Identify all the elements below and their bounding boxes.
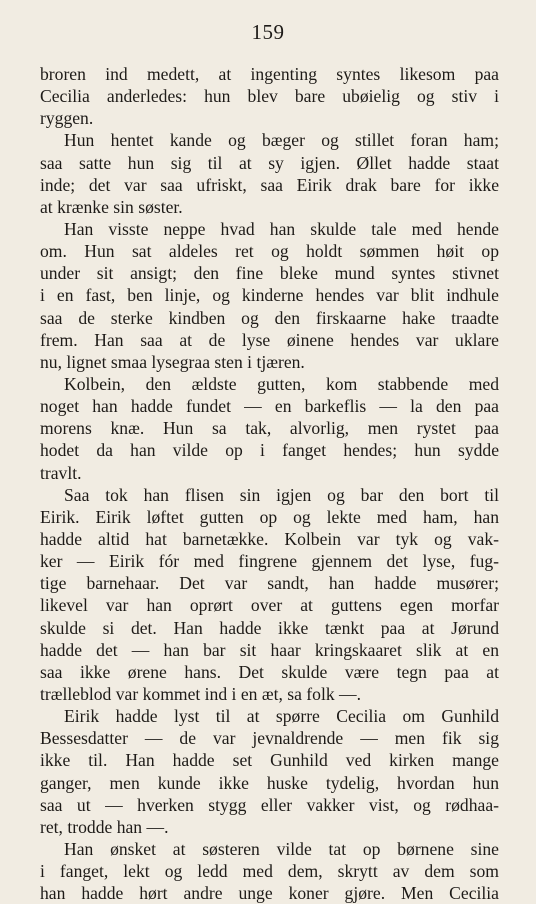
text-line: skulde si det. Han hadde ikke tænkt paa at Jørund: [40, 617, 499, 638]
text-line: saa de sterke kindben og den firskaarne hake traadte: [40, 307, 499, 328]
text-line: saa ikke ørene hans. Det skulde være tegn paa at: [40, 661, 499, 682]
text-line: han hadde hørt andre unge koner gjøre. Men Cecilia: [40, 883, 499, 904]
text-line: at krænke sin søster.: [40, 196, 183, 217]
text-line: inde; det var saa ufriskt, saa Eirik drak bare for ikke: [40, 174, 499, 195]
paragraph: [40, 218, 499, 373]
text-line: saa ut — hverken stygg eller vakker vist, og rødhaa-: [40, 794, 499, 815]
body-text: [40, 63, 499, 904]
text-line: Hun hentet kande og bæger og stillet foran ham;: [64, 130, 499, 151]
text-line: noget han hadde fundet — en barkeflis — la den paa: [40, 396, 499, 417]
text-line: likevel var han oprørt over at guttens egen morfar: [40, 595, 499, 616]
paragraph: [40, 129, 499, 218]
paragraph: [40, 838, 499, 904]
text-line: Cecilia anderledes: hun blev bare ubøielig og stiv i: [40, 86, 499, 107]
text-line: Han visste neppe hvad han skulde tale med hende: [64, 218, 499, 239]
text-line: Han ønsket at søsteren vilde tat op børnene sine: [64, 838, 499, 859]
text-line: morens knæ. Hun sa tak, alvorlig, men rystet paa: [40, 418, 499, 439]
text-line: i fanget, lekt og ledd med dem, skrytt av dem som: [40, 861, 499, 882]
text-line: Eirik hadde lyst til at spørre Cecilia om Gunhild: [64, 706, 499, 727]
paragraph: [40, 63, 499, 129]
text-line: ker — Eirik fór med fingrene gjennem det lyse, fug-: [40, 551, 499, 572]
text-line: Kolbein, den ældste gutten, kom stabbende med: [64, 373, 499, 394]
text-line: ganger, men kunde ikke huske tydelig, hvordan hun: [40, 772, 499, 793]
text-line: nu, lignet smaa lysegraa sten i tjæren.: [40, 351, 305, 372]
text-line: tige barnehaar. Det var sandt, han hadde musører;: [40, 573, 499, 594]
text-line: hodet da han vilde op i fanget hendes; hun sydde: [40, 440, 499, 461]
text-line: travlt.: [40, 462, 82, 483]
text-line: om. Hun sat aldeles ret og holdt sømmen høit op: [40, 241, 499, 262]
page-number: 159: [251, 20, 285, 44]
text-line: under sit ansigt; den fine bleke mund syntes stivnet: [40, 263, 499, 284]
text-line: i en fast, ben linje, og kinderne hendes var blit indhule: [40, 285, 499, 306]
text-line: broren ind medett, at ingenting syntes likesom paa: [40, 64, 499, 84]
text-line: ryggen.: [40, 108, 94, 129]
paragraph: [40, 705, 499, 838]
text-line: Saa tok han flisen sin igjen og bar den bort til: [64, 484, 499, 505]
text-line: ikke til. Han hadde set Gunhild ved kirken mange: [40, 750, 499, 771]
paragraph: [40, 373, 499, 484]
text-line: ret, trodde han —.: [40, 816, 169, 837]
text-line: Bessesdatter — de var jevnaldrende — men fik sig: [40, 728, 499, 749]
text-line: hadde altid hat barnetække. Kolbein var tyk og vak-: [40, 528, 499, 549]
paragraph: [40, 484, 499, 705]
text-line: frem. Han saa at de lyse øinene hendes var uklare: [40, 329, 499, 350]
text-line: saa satte hun sig til at sy igjen. Øllet hadde staat: [40, 152, 499, 173]
text-line: Eirik. Eirik løftet gutten op og lekte med ham, han: [40, 506, 499, 527]
text-line: hadde det — han bar sit haar kringskaaret slik at en: [40, 639, 499, 660]
text-line: trælleblod var kommet ind i en æt, sa folk —.: [40, 683, 362, 704]
